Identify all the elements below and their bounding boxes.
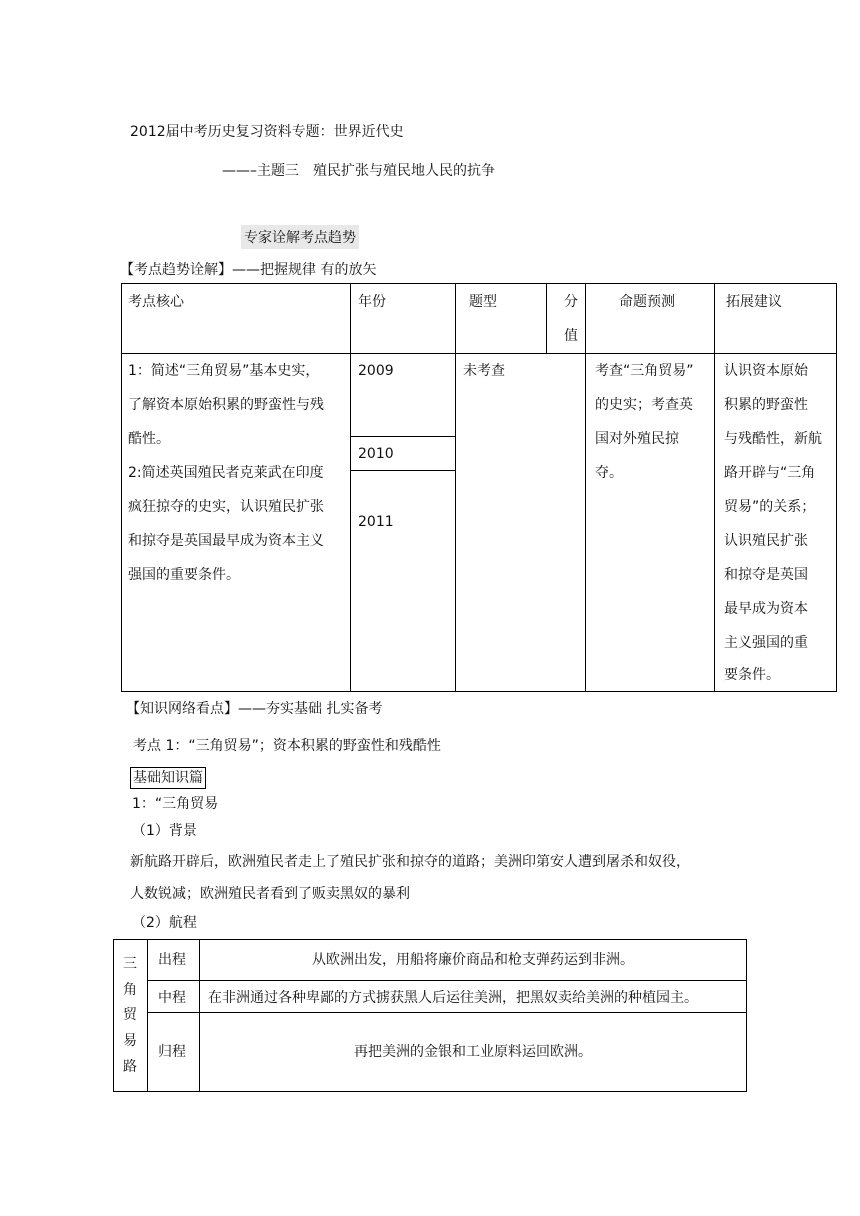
- background-label: （1）背景: [132, 823, 197, 839]
- table-border-left: [121, 283, 122, 692]
- advice-line: 贸易”的关系；: [724, 499, 816, 515]
- type-value: 未考查: [463, 363, 505, 379]
- advice-line: 积累的野蛮性: [724, 397, 808, 413]
- header-year: 年份: [358, 294, 386, 310]
- col-divider: [455, 283, 456, 692]
- col-divider: [147, 939, 148, 1092]
- vertical-route-label: [113, 939, 147, 1092]
- header-advice: 拓展建议: [726, 294, 782, 310]
- core-line: 了解资本原始积累的野蛮性与残: [128, 397, 324, 413]
- row-divider: [147, 1012, 747, 1013]
- year-2011: 2011: [358, 514, 394, 530]
- document-title: 2012届中考历史复习资料专题：世界近代史: [130, 124, 404, 140]
- advice-line: 主义强国的重: [724, 635, 808, 651]
- route-stage-text: 再把美洲的金银和工业原料运回欧洲。: [354, 1044, 592, 1060]
- exam-trend-table: [121, 283, 837, 692]
- col-divider: [546, 283, 547, 354]
- item-triangle-trade: 1：“三角贸易: [132, 796, 219, 812]
- advice-line: 和掠夺是英国: [724, 567, 808, 583]
- core-line: 和掠夺是英国最早成为资本主义: [128, 533, 324, 549]
- document-subtitle: ——–主题三 殖民扩张与殖民地人民的抗争: [222, 163, 495, 179]
- route-stage-text: 在非洲通过各种卑鄙的方式掳获黑人后运往美洲，把黑奴卖给美洲的种植园主。: [208, 990, 698, 1006]
- year-2009: 2009: [358, 363, 394, 379]
- trend-heading: 【考点趋势诠解】——把握规律 有的放矢: [120, 262, 377, 278]
- forecast-line: 国对外殖民掠: [595, 431, 679, 447]
- advice-line: 认识资本原始: [724, 363, 808, 379]
- route-stage-label: 中程: [158, 990, 186, 1006]
- header-type: 题型: [469, 294, 497, 310]
- route-label: （2）航程: [132, 915, 197, 931]
- vertical-char: 路: [123, 1059, 137, 1076]
- col-divider: [714, 283, 715, 692]
- advice-line: 路开辟与“三角: [724, 465, 816, 481]
- advice-line: 认识殖民扩张: [724, 533, 808, 549]
- core-line: 1：简述“三角贸易”基本史实，: [128, 363, 320, 379]
- core-line: 强国的重要条件。: [128, 567, 240, 583]
- table-border-top: [113, 939, 747, 940]
- advice-line: 最早成为资本: [724, 601, 808, 617]
- forecast-line: 考查“三角贸易”: [595, 363, 694, 379]
- col-divider: [350, 283, 351, 692]
- background-text-line: 人数锐减；欧洲殖民者看到了贩卖黑奴的暴利: [130, 886, 410, 902]
- col-divider: [585, 283, 586, 692]
- forecast-line: 夺。: [595, 465, 623, 481]
- exam-point-1: 考点 1：“三角贸易”；资本积累的野蛮性和残酷性: [133, 738, 441, 754]
- forecast-line: 的史实；考查英: [595, 397, 693, 413]
- advice-line: 与残酷性，新航: [724, 431, 822, 447]
- vertical-char: 三: [123, 955, 137, 972]
- core-line: 疯狂掠夺的史实，认识殖民扩张: [128, 499, 324, 515]
- basic-knowledge-label: 基础知识篇: [130, 767, 206, 789]
- header-score-2: 值: [564, 328, 578, 344]
- header-forecast: 命题预测: [619, 294, 675, 310]
- vertical-char: 角: [123, 981, 137, 998]
- background-text-line: 新航路开辟后，欧洲殖民者走上了殖民扩张和掠夺的道路；美洲印第安人遭到屠杀和奴役，: [130, 854, 690, 870]
- vertical-char: 易: [123, 1033, 137, 1050]
- core-line: 酷性。: [128, 431, 170, 447]
- route-stage-label: 归程: [158, 1044, 186, 1060]
- triangle-trade-route-table: [113, 939, 747, 1092]
- year-2010: 2010: [358, 446, 394, 462]
- table-border-bottom: [113, 1091, 747, 1092]
- table-border-top: [121, 283, 837, 284]
- section-label: 专家诠解考点趋势: [241, 225, 359, 249]
- route-stage-label: 出程: [158, 952, 186, 968]
- route-stage-text: 从欧洲出发，用船将廉价商品和枪支弹药运到非洲。: [312, 952, 634, 968]
- advice-line: 要条件。: [724, 667, 780, 683]
- vertical-char: 贸: [123, 1007, 137, 1024]
- header-score-1: 分: [564, 294, 578, 310]
- table-border-right: [836, 283, 837, 692]
- row-divider: [147, 980, 747, 981]
- core-line: 2:简述英国殖民者克莱武在印度: [128, 465, 324, 481]
- knowledge-heading: 【知识网络看点】——夯实基础 扎实备考: [126, 701, 383, 717]
- header-core: 考点核心: [128, 294, 184, 310]
